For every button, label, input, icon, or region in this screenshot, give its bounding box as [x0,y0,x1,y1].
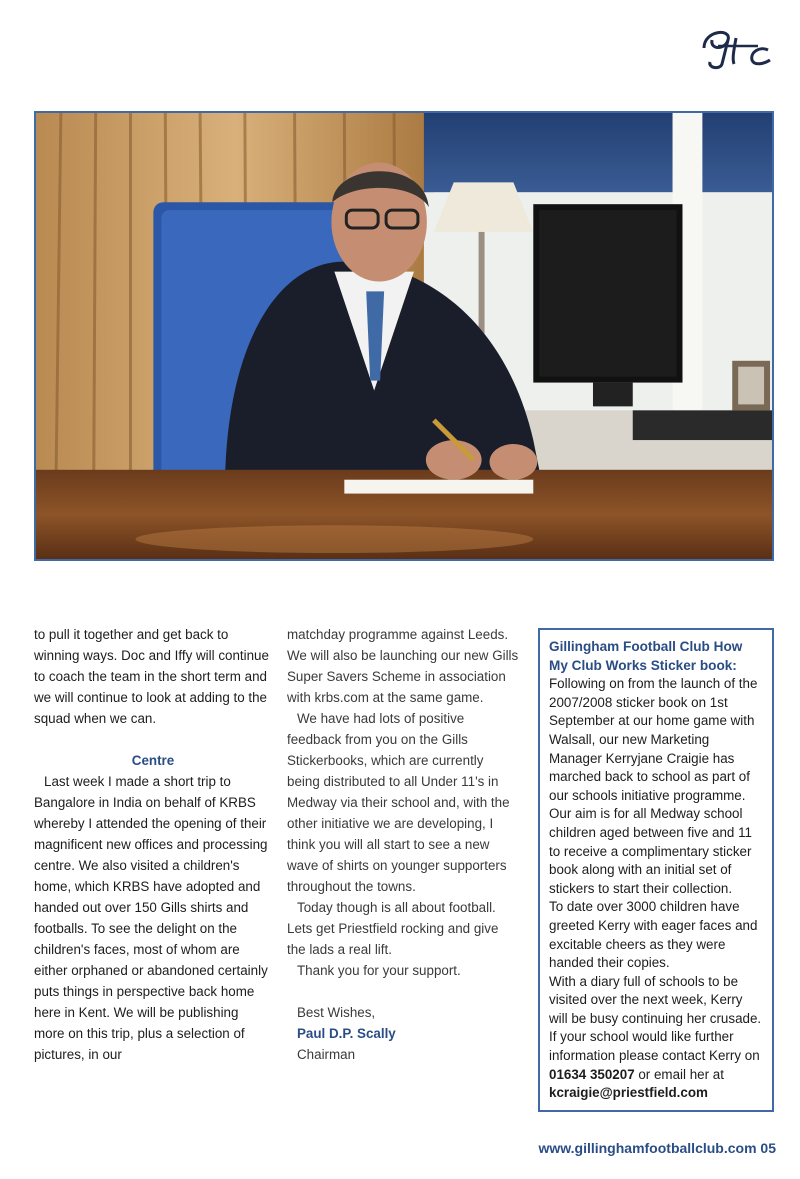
signature-name: Paul D.P. Scally [297,1026,396,1041]
sidebar-paragraph-2: To date over 3000 children have greeted Kerry with eager faces and excitable cheers as they were handed their copies. [549,899,758,971]
page-number: 05 [760,1140,776,1156]
middle-paragraph-4: Thank you for your support. [297,963,461,978]
sidebar-contact-text: With a diary full of schools to be visited over the next week, Kerry will be busy continuing her crusade. If your school would like further information please contact Kerry on [549,973,762,1064]
middle-paragraph-2: We have had lots of positive feedback from you on the Gills Stickerbooks, which are currently being distributed to all Under 11's in Medway via their school and, with the other initiative we are developing, I think you will all start to see a new wave of shirts on younger supporters throughout the towns. [287,711,510,894]
office-photo-illustration [36,113,772,559]
middle-text-column [287,624,519,1065]
contact-phone: 01634 350207 [549,1066,635,1082]
sidebar-paragraph-3 [549,973,763,1103]
footer-url[interactable]: www.gillinghamfootballclub.com [538,1140,757,1156]
left-paragraph-2: Last week I made a short trip to Bangalore in India on behalf of KRBS whereby I attended the opening of their magnificent new offices and processing centre. We also visited a children's home, which KRBS have adopted and handed out over 150 Gills shirts and footballs. To see the delight on the children's faces, most of whom are either orphaned or abandoned certainly puts things in perspective back home here in Kent. We will be publishing more on this trip, plus a selection of pictures, in our [34,774,268,1062]
gfc-logo-mark [698,20,778,70]
page-footer [538,1140,776,1156]
sidebar-paragraph-1: Following on from the launch of the 2007/2008 sticker book on 1st September at our home game with Walsall, our new Marketing Manager Kerryjane Craigie has marched back to school as part of our schools initiative programme. Our aim is for all Medway school children aged between five and 11 to receive a complimentary sticker book along with an initial set of stickers to start their collection. [549,676,758,896]
sidebar-title: Gillingham Football Club How My Club Works Sticker book: [549,639,743,673]
sticker-book-sidebar [538,628,774,1112]
middle-paragraph-3: Today though is all about football. Lets get Priestfield rocking and give the lads a real lift. [287,900,499,957]
contact-email[interactable]: kcraigie@priestfield.com [549,1085,708,1101]
left-paragraph-1: to pull it together and get back to winning ways. Doc and Iffy will continue to coach the team in the short term and we will continue to look at adding to the squad when we can. [34,627,269,726]
signature-title: Chairman [297,1047,356,1062]
signature-block [287,1002,519,1065]
sidebar-contact-mid: or email her at [634,1066,724,1082]
section-heading-centre: Centre [131,753,175,768]
chairman-photo [34,111,774,561]
left-text-column [34,624,272,1065]
middle-paragraph-1: matchday programme against Leeds. We will also be launching our new Gills Super Savers Scheme in association with krbs.com at the same game. [287,627,519,705]
gfc-logo [698,20,778,70]
sign-off: Best Wishes, [297,1005,376,1020]
